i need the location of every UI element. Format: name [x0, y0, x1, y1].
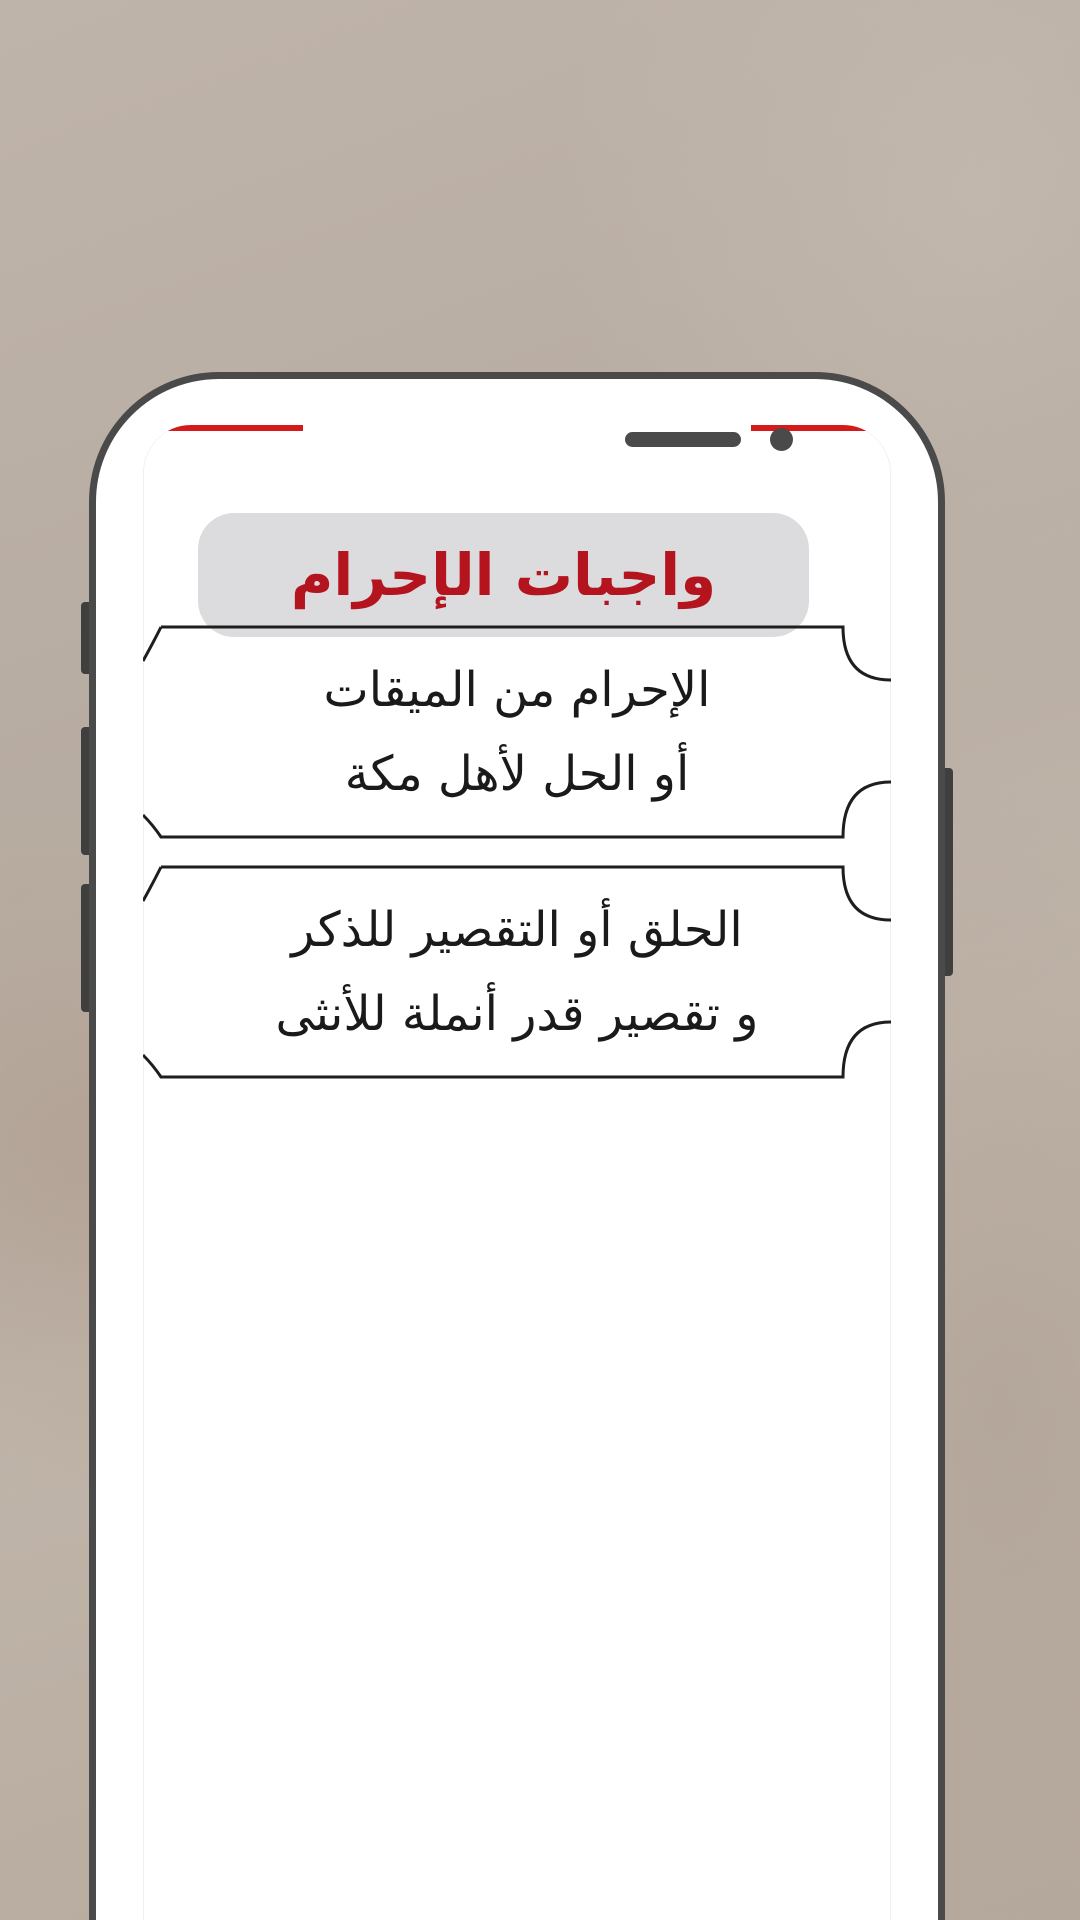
title-banner — [198, 513, 809, 637]
card-text-1 — [203, 625, 831, 839]
phone-frame — [89, 372, 945, 1920]
card-line: و تقصير قدر أنملة للأنثى — [275, 986, 759, 1042]
accent-line-left — [143, 425, 303, 431]
card-text-2 — [203, 865, 831, 1079]
card-line: أو الحل لأهل مكة — [344, 746, 690, 802]
phone-notch — [303, 425, 731, 485]
phone-screen — [143, 425, 891, 1920]
camera-dot — [770, 428, 793, 451]
ihram-duty-card-1 — [143, 625, 891, 839]
page-title: واجبات الإحرام — [290, 541, 717, 609]
card-line: الإحرام من الميقات — [323, 662, 711, 718]
speaker-grille — [625, 432, 741, 447]
accent-line-right — [751, 425, 891, 431]
ihram-duty-card-2 — [143, 865, 891, 1079]
card-line: الحلق أو التقصير للذكر — [291, 902, 743, 958]
